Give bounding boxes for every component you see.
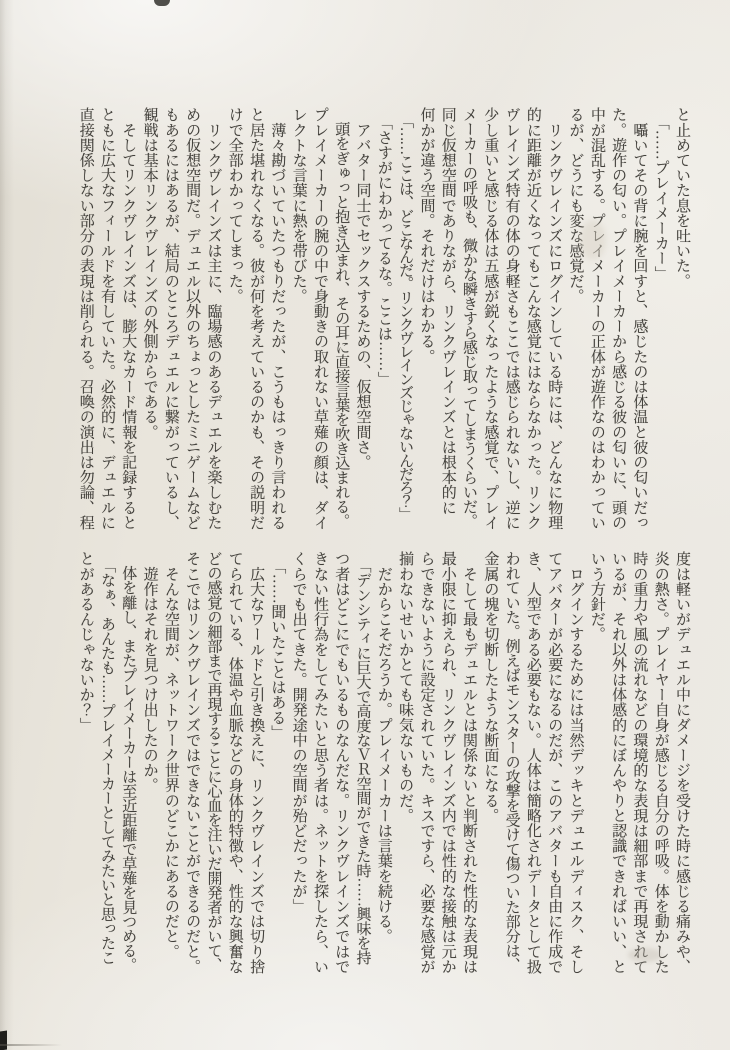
text-line: われていた。例えばモンスターの攻撃を受けて傷ついた部分は、 [503, 551, 520, 973]
text-line: 体を離し、またプレイメーカーは至近距離で草薙を見つめる。 [120, 551, 137, 973]
text-line: いるが、それ以外は体感的にぼんやりと認識できればいい、と [610, 551, 627, 974]
text-line: 炎の熱さ。プレイヤー自身が感じる自分の呼吸。体を動かした [652, 551, 669, 974]
text-line: くらでも出てきた。開発途中の空間が殆どだったが」 [290, 551, 307, 914]
text-line: 「デンシティに巨大で高度なＶＲ空間ができた時……興味を持 [354, 551, 371, 965]
text-line: メーカーの呼吸も、微かな瞬きすら感じ取ってしまうくらいだ。 [461, 107, 478, 529]
text-line: と止めていた息を吐いた。 [674, 107, 690, 289]
text-line: めの仮想空間だ。デュエル以外のちょっとしたミニゲームなど [184, 107, 201, 530]
text-line: らできないように設定されていた。キスですら、必要な感覚が [418, 551, 435, 974]
text-line: 「……プレイメーカー」 [652, 107, 669, 281]
text-line: た。遊作の匂い。プレイメーカーから感じる彼の匂いに、頭の [610, 107, 627, 530]
text-line: ヴレインズ特有の体の身軽さもここでは感じられないし、逆に [503, 107, 520, 530]
text-line: きない性行為をしてみたいと思う者は。ネットを探したら、い [311, 551, 328, 974]
text-line: 直接関係しない部分の表現は削られる。召喚の演出は勿論、程 [77, 107, 94, 530]
scan-artifact-top-edge [154, 0, 170, 6]
text-line: ログインするためには当然デッキとデュエルディスク、そし [567, 551, 584, 974]
text-line: 的に距離が近くなってもこんな感覚にはならなかった。リンク [524, 107, 541, 530]
text-line: そして最もデュエルとは関係ないと判断された性的な表現は [461, 551, 478, 974]
text-line: そしてリンクヴレインズは、膨大なカード情報を記録すると [120, 107, 137, 530]
text-line: 何かが違う空間。それだけはわかる。 [418, 107, 435, 364]
text-line: ともに広大なフィールドを有していた。必然的に、デュエルに [98, 107, 115, 530]
text-line: 同じ仮想空間でありながら、リンクヴレインズとは根本的に [439, 107, 456, 515]
text-line: 「さすがにわかってるな。ここは……」 [375, 107, 392, 387]
text-line: 時の重力や風の流れなどの環境的な表現は細部まで再現されて [631, 551, 648, 974]
text-line: 少し重いと感じる体は五感が鋭くなったような感覚で、プレイ [482, 107, 499, 530]
text-line: けで全部わかってしまった。 [226, 107, 243, 304]
text-block-bottom [71, 551, 692, 979]
text-line: どの感覚の細部まで再現することに心血を注いだ開発者がいて、 [205, 551, 222, 973]
text-line: レクトな言葉に熱を帯びた。 [290, 107, 307, 304]
text-line: てアバターが必要になるのだが、このアバターも自由に作成で [546, 551, 563, 974]
scan-artifact-bottom-left-corner [0, 1031, 7, 1050]
text-block-top [71, 107, 692, 535]
text-line: プレイメーカーの腕の中で身動きの取れない草薙の顔は、ダイ [311, 107, 328, 530]
text-line: 広大なワールドと引き換えに、リンクヴレインズでは切り捨 [248, 551, 265, 974]
text-line: 「なぁ、あんたも……プレイメーカーとしてみたいと思ったこ [98, 551, 115, 965]
text-line: リンクヴレインズにログインしている時には、どんなに物理 [546, 107, 563, 530]
text-line: 「……聞いたことはある」 [269, 551, 286, 740]
text-line: 遊作はそれを見つけ出したのか。 [141, 551, 158, 793]
text-line: つ者はどこにでもいるものなんだな。リンクヴレインズではで [333, 551, 350, 974]
text-line: るが、どうにも変な感覚だ。 [567, 107, 584, 304]
text-line: 最小限に抑えられ、リンクヴレインズ内では性的な接触は元か [439, 551, 456, 974]
text-line: だからこそだろうか。プレイメーカーは言葉を続ける。 [375, 551, 392, 944]
text-line: アバター同士でセックスするための、仮想空間さ。 [354, 107, 371, 470]
scan-artifact-bottom-edge-line [0, 1044, 62, 1046]
text-line: 頭をぎゅっと抱き込まれ、その耳に直接言葉を吹き込まれる。 [333, 107, 350, 529]
text-line: そんな空間が、ネットワーク世界のどこかにあるのだと。 [162, 551, 179, 959]
text-line: き、人型である必要もない。人体は簡略化されデータとして扱 [524, 551, 541, 974]
text-line: リンクヴレインズは主に、臨場感のあるデュエルを楽しむた [205, 107, 222, 530]
text-line: 中が混乱する。プレイメーカーの正体が遊作なのはわかってい [588, 107, 605, 530]
text-line: いう方針だ。 [588, 551, 605, 642]
text-line: とがあるんじゃないか？」 [77, 551, 94, 733]
text-line: と居た堪れなくなる。彼が何を考えているのかも、その説明だ [248, 107, 265, 530]
text-line: もあるにはあるが、結局のところデュエルに繋がっているし、 [162, 107, 179, 530]
text-line: 薄々勘づいていたつもりだったが、こうもはっきり言われる [269, 107, 286, 530]
text-line: 「……ここは、どこなんだ。リンクヴレインズじゃないんだろ？」 [397, 107, 414, 521]
text-line: 揃わないせいかとても味気ないものだ。 [397, 551, 414, 823]
text-line: 度は軽いがデュエル中にダメージを受けた時に感じる痛みや、 [674, 551, 690, 974]
text-line: 囁いてその背に腕を回すと、感じたのは体温と彼の匂いだっ [631, 107, 648, 530]
text-line: 観戦は基本リンクヴレインズの外側からである。 [141, 107, 158, 440]
text-line: そこではリンクヴレインズではできないことができるのだと。 [184, 551, 201, 974]
text-line: てられている、体温や血脈などの身体的特徴や、性的な興奮な [226, 551, 243, 974]
text-line: 金属の塊を切断したような断面になる。 [482, 551, 499, 823]
